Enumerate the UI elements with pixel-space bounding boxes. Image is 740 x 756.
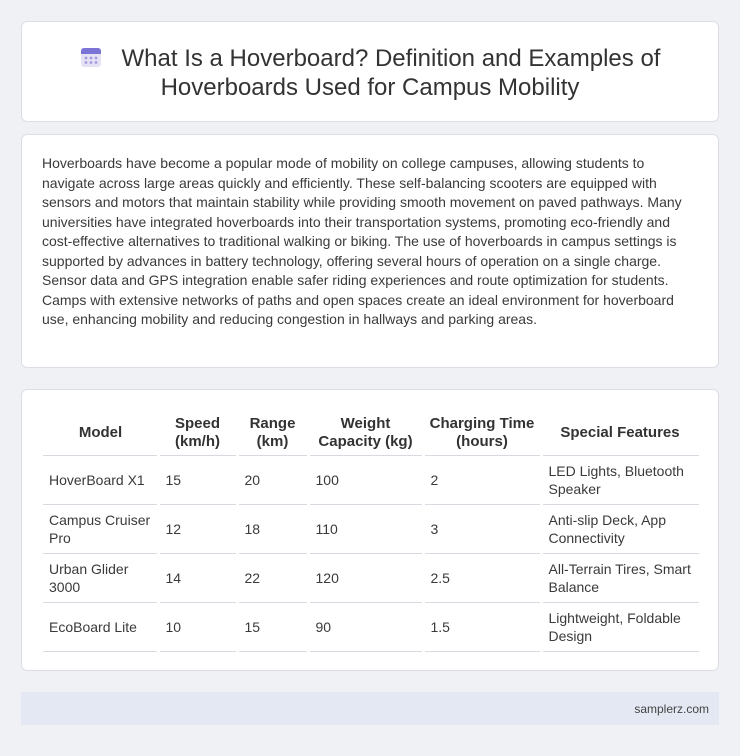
table-cell: HoverBoard X1 — [43, 455, 158, 504]
table-card — [21, 389, 719, 671]
header-card — [21, 21, 719, 122]
table-cell: 22 — [237, 553, 308, 602]
footer-site-link[interactable]: samplerz.com — [634, 702, 709, 716]
table-cell: Urban Glider 3000 — [43, 553, 158, 602]
table-cell: Campus Cruiser Pro — [43, 504, 158, 553]
table-cell: 120 — [308, 553, 423, 602]
column-header: Speed (km/h) — [174, 415, 220, 451]
table-cell: 18 — [237, 504, 308, 553]
calendar-icon — [80, 46, 102, 68]
table-cell: 1.5 — [423, 602, 541, 651]
page-title — [22, 44, 718, 102]
table-cell: 15 — [158, 455, 237, 504]
header — [22, 44, 718, 102]
table-cell: 90 — [308, 602, 423, 651]
table-cell: Anti-slip Deck, App Connectivity — [541, 504, 699, 553]
table-cell: All-Terrain Tires, Smart Balance — [541, 553, 699, 602]
table-cell: 3 — [423, 504, 541, 553]
intro-paragraph: Hoverboards have become a popular mode of mobility on college campuses, allowing students to navigate across large areas quickly and efficiently. These self-balancing scooters are equipped with sensors and motors that maintain stability while providing smooth movement on paved pathways. Many universities have integrated hoverboards into their transportation systems, promoting eco-friendly and cost-effective alternatives to traditional walking or biking. The use of hoverboards in campus settings is supported by advances in battery technology, offering several hours of operation on a single charge. Sensor data and GPS integration enable safer riding experiences and route optimization for students. Camps with extensive networks of paths and open spaces create an ideal environment for hoverboard use, enhancing mobility and reducing congestion in hallways and parking areas. — [42, 155, 682, 327]
table-cell: Lightweight, Foldable Design — [541, 602, 699, 651]
page-title-text: What Is a Hoverboard? Definition and Examples of Hoverboards Used for Campus Mobility — [121, 45, 661, 101]
table-cell: 2 — [423, 455, 541, 504]
footer — [21, 692, 719, 725]
table-row — [43, 455, 699, 504]
table-cell: 20 — [237, 455, 308, 504]
table-cell: 110 — [308, 504, 423, 553]
column-header: Model — [78, 424, 123, 442]
table-row — [43, 504, 699, 553]
table-header-row — [43, 412, 699, 455]
table-cell: 14 — [158, 553, 237, 602]
column-header: Special Features — [560, 424, 680, 442]
intro-card — [21, 134, 719, 368]
table-cell: 100 — [308, 455, 423, 504]
column-header: Range (km) — [249, 415, 296, 451]
table-cell: 2.5 — [423, 553, 541, 602]
column-header: Charging Time (hours) — [429, 415, 535, 451]
table-cell: 12 — [158, 504, 237, 553]
table-cell: EcoBoard Lite — [43, 602, 158, 651]
table-cell: LED Lights, Bluetooth Speaker — [541, 455, 699, 504]
table-row — [43, 553, 699, 602]
table-cell: 15 — [237, 602, 308, 651]
table-cell: 10 — [158, 602, 237, 651]
table-row — [43, 602, 699, 651]
hoverboard-table — [43, 412, 699, 652]
column-header: Weight Capacity (kg) — [318, 415, 413, 451]
